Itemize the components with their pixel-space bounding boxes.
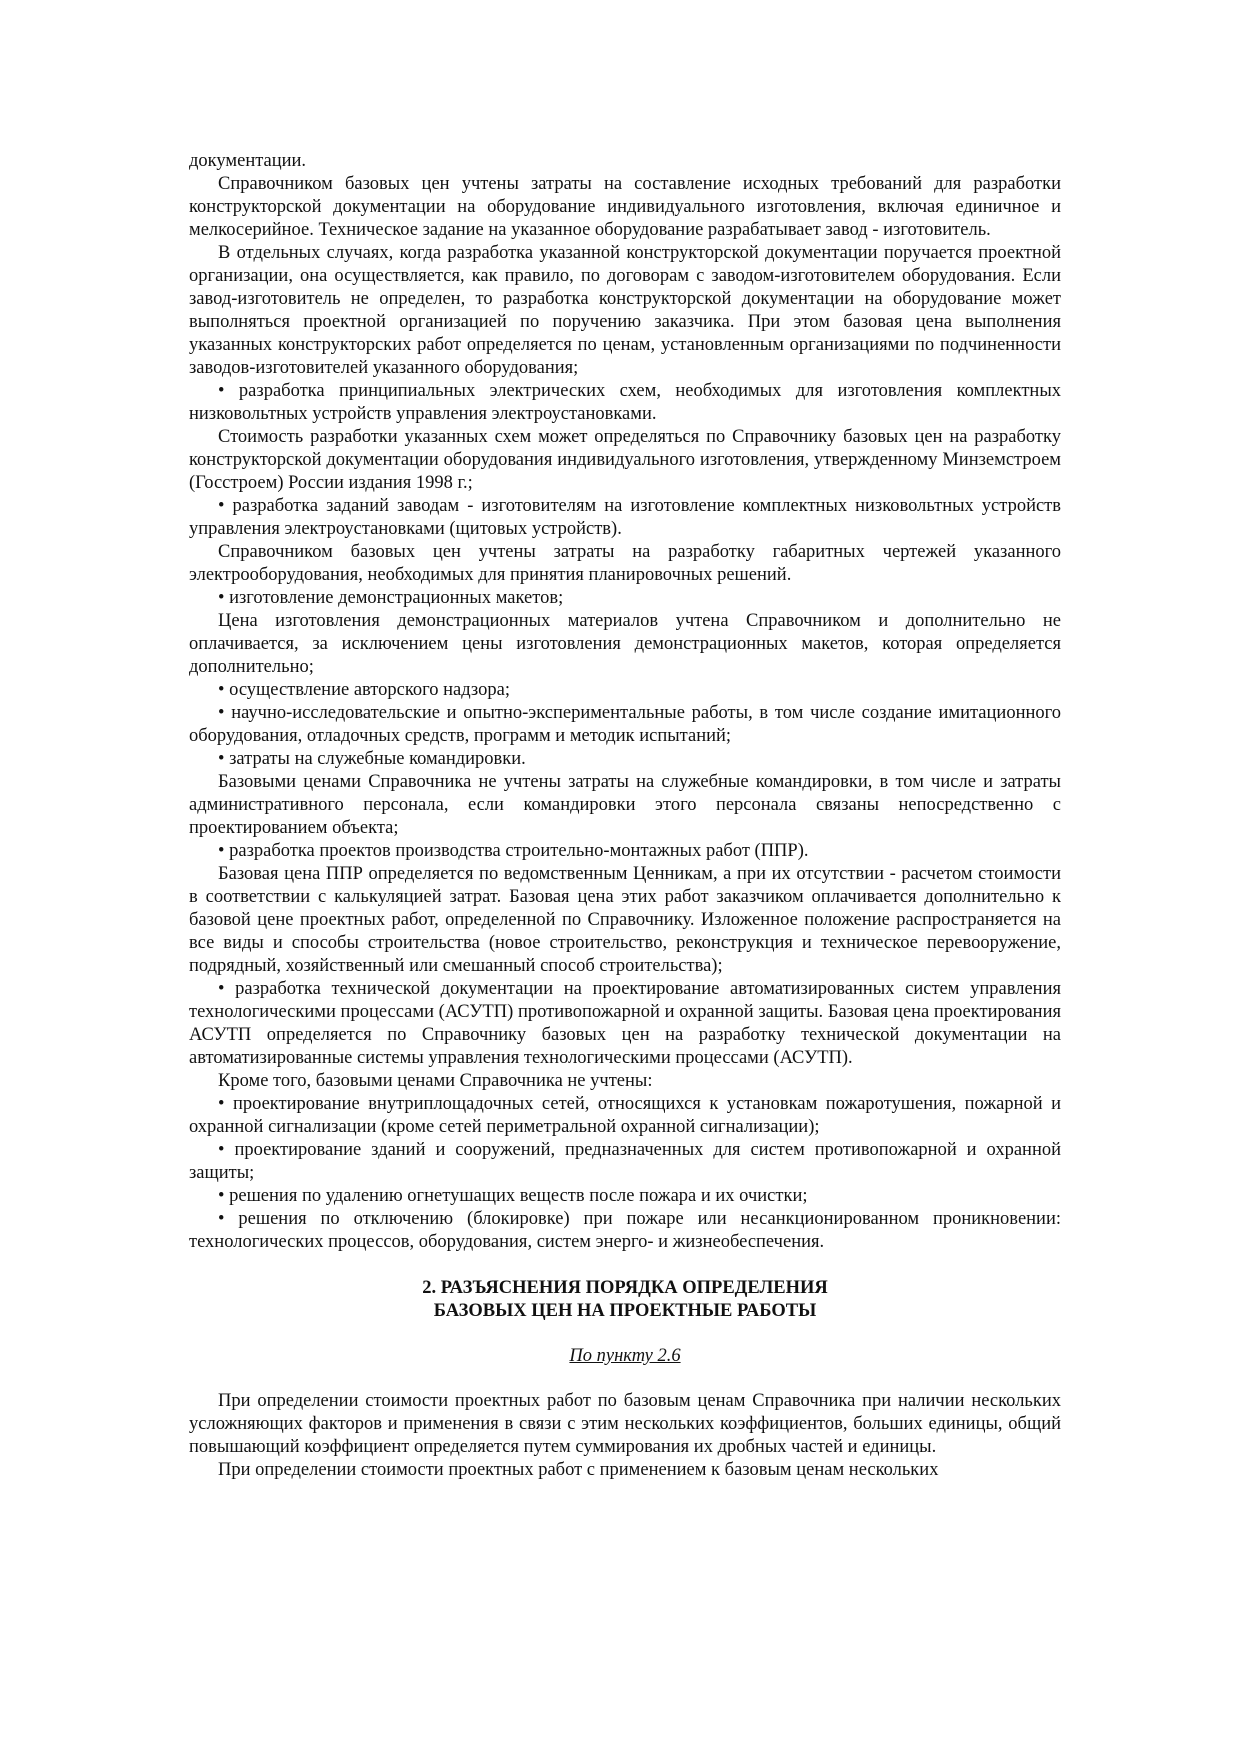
section-title (189, 1277, 1061, 1323)
bullet-item: • разработка проектов производства строительно-монтажных работ (ППР). (218, 841, 809, 861)
section-title-line: БАЗОВЫХ ЦЕН НА ПРОЕКТНЫЕ РАБОТЫ (433, 1301, 817, 1321)
bullet-item: • разработка заданий заводам - изготовителям на изготовление комплектных низковольтных устройств управления электроустановками (щитовых устройств). (189, 496, 1061, 539)
paragraph: При определении стоимости проектных работ с применением к базовым ценам нескольких (218, 1460, 939, 1480)
bullet-item: • научно-исследовательские и опытно-экспериментальные работы, в том числе создание имитационного оборудования, отладочных средств, программ и методик испытаний; (189, 703, 1061, 746)
bullet-item: • разработка технической документации на проектирование автоматизированных систем управления технологическими процессами (АСУТП) противопожарной и охранной защиты. Базовая цена проектирования АСУТП определяется по Справочнику базовых цен на разработку технической документации на автоматизированные системы управления технологическими процессами (АСУТП). (189, 979, 1061, 1068)
paragraph: документации. (189, 151, 307, 171)
paragraph: Базовая цена ППР определяется по ведомственным Ценникам, а при их отсутствии - расчетом стоимости в соответствии с калькуляцией затрат. Базовая цена этих работ заказчиком оплачивается дополнительно к базовой цене проектных работ, определенной по Справочнику. Изложенное положение распространяется на все виды и способы строительства (новое строительство, реконструкция и техническое перевооружение, подрядный, хозяйственный или смешанный способ строительства); (189, 864, 1061, 976)
paragraph: Стоимость разработки указанных схем может определяться по Справочнику базовых цен на разработку конструкторской документации оборудования индивидуального изготовления, утвержденному Минземстроем (Госстроем) России издания 1998 г.; (189, 427, 1061, 493)
subsection-heading: По пункту 2.6 (569, 1346, 681, 1366)
paragraph: При определении стоимости проектных работ по базовым ценам Справочника при наличии нескольких усложняющих факторов и применения в связи с этим нескольких коэффициентов, больших единицы, общий повышающий коэффициент определяется путем суммирования их дробных частей и единицы. (189, 1391, 1061, 1457)
bullet-item: • решения по отключению (блокировке) при пожаре или несанкционированном проникновении: технологических процессов, оборудования, систем энерго- и жизнеобеспечения. (189, 1209, 1061, 1252)
document-page (189, 150, 1061, 1482)
bullet-item: • разработка принципиальных электрических схем, необходимых для изготовления комплектных низковольтных устройств управления электроустановками. (189, 381, 1061, 424)
section-title-line: 2. РАЗЪЯСНЕНИЯ ПОРЯДКА ОПРЕДЕЛЕНИЯ (422, 1278, 828, 1298)
paragraph: В отдельных случаях, когда разработка указанной конструкторской документации поручается проектной организации, она осуществляется, как правило, по договорам с заводом-изготовителем оборудования. Если завод-изготовитель не определен, то разработка конструкторской документации на оборудование может выполняться проектной организацией по поручению заказчика. При этом базовая цена выполнения указанных конструкторских работ определяется по ценам, установленным организациями по подчиненности заводов-изготовителей указанного оборудования; (189, 243, 1061, 378)
paragraph: Цена изготовления демонстрационных материалов учтена Справочником и дополнительно не оплачивается, за исключением цены изготовления демонстрационных макетов, которая определяется дополнительно; (189, 611, 1061, 677)
bullet-item: • осуществление авторского надзора; (218, 680, 510, 700)
paragraph: Справочником базовых цен учтены затраты на разработку габаритных чертежей указанного электрооборудования, необходимых для принятия планировочных решений. (189, 542, 1061, 585)
paragraph: Кроме того, базовыми ценами Справочника не учтены: (218, 1071, 653, 1091)
bullet-item: • затраты на служебные командировки. (218, 749, 526, 769)
bullet-item: • проектирование зданий и сооружений, предназначенных для систем противопожарной и охранной защиты; (189, 1140, 1061, 1183)
bullet-item: • изготовление демонстрационных макетов; (218, 588, 564, 608)
paragraph: Справочником базовых цен учтены затраты на составление исходных требований для разработки конструкторской документации на оборудование индивидуального изготовления, включая единичное и мелкосерийное. Техническое задание на указанное оборудование разрабатывает завод - изготовитель. (189, 174, 1061, 240)
bullet-item: • проектирование внутриплощадочных сетей, относящихся к установкам пожаротушения, пожарной и охранной сигнализации (кроме сетей периметральной охранной сигнализации); (189, 1094, 1061, 1137)
bullet-item: • решения по удалению огнетушащих веществ после пожара и их очистки; (218, 1186, 808, 1206)
paragraph: Базовыми ценами Справочника не учтены затраты на служебные командировки, в том числе и затраты административного персонала, если командировки этого персонала связаны непосредственно с проектированием объекта; (189, 772, 1061, 838)
